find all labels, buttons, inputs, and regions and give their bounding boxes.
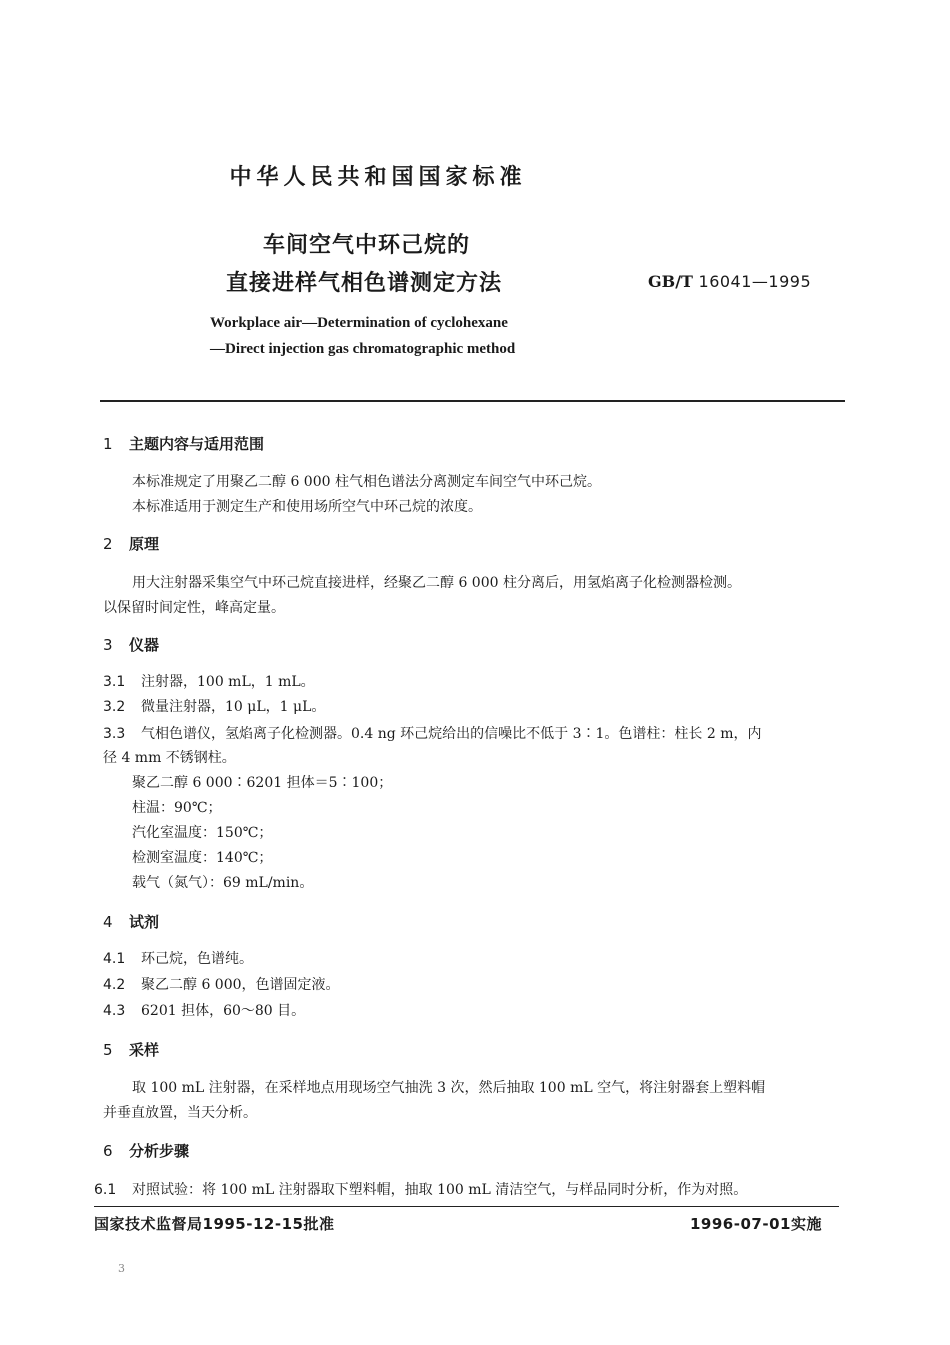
- country-standard-title: 中华人民共和国国家标准: [229, 165, 527, 190]
- section-4-heading: [103, 911, 159, 932]
- item-number: 4.2: [103, 977, 126, 993]
- item-text: 注射器，100 mL，1 mL。: [141, 674, 315, 690]
- page-mark: 3: [118, 1262, 125, 1275]
- item-4-3: [103, 1001, 305, 1021]
- item-3-3: [103, 724, 762, 744]
- item-number: 4.1: [103, 951, 126, 967]
- section-number: 1: [103, 435, 113, 453]
- header-divider: [100, 400, 845, 402]
- item-text: 对照试验：将 100 mL 注射器取下塑料帽，抽取 100 mL 清洁空气，与样品同时分析，作为对照。: [132, 1182, 748, 1198]
- item-number: 3.3: [103, 726, 126, 742]
- approval-line: 国家技术监督局1995-12-15批准: [94, 1215, 335, 1233]
- section-1-paragraph-2: 本标准适用于测定生产和使用场所空气中环己烷的浓度。: [132, 499, 482, 515]
- section-6-heading: [103, 1140, 189, 1161]
- item-4-1: [103, 949, 253, 969]
- section-number: 3: [103, 636, 113, 654]
- section-2-paragraph-line-1: 用大注射器采集空气中环己烷直接进样，经聚乙二醇 6 000 柱分离后，用氢焰离子化检测器检测。: [132, 575, 741, 591]
- section-title: 分析步骤: [129, 1142, 190, 1160]
- chinese-title-line-1: 车间空气中环己烷的: [263, 233, 471, 258]
- item-3-3-continued: 径 4 mm 不锈钢柱。: [103, 750, 236, 766]
- item-6-1: [94, 1180, 747, 1200]
- effective-date-line: 1996-07-01实施: [690, 1215, 822, 1233]
- item-text: 6201 担体，60～80 目。: [141, 1003, 306, 1019]
- carrier-gas: 载气（氮气）：69 mL/min。: [132, 875, 314, 891]
- section-2-paragraph-line-2: 以保留时间定性，峰高定量。: [103, 600, 285, 616]
- item-number: 4.3: [103, 1003, 126, 1019]
- section-number: 5: [103, 1041, 113, 1059]
- column-packing: 聚乙二醇 6 000∶6201 担体＝5∶100；: [132, 775, 393, 791]
- detector-temperature: 检测室温度：140℃；: [132, 850, 273, 866]
- item-text: 气相色谱仪，氢焰离子化检测器。0.4 ng 环己烷给出的信噪比不低于 3∶1。色谱柱：柱长 2 m，内: [141, 726, 762, 742]
- section-2-heading: [103, 533, 159, 554]
- standard-prefix: GB/T: [648, 272, 693, 291]
- column-temperature: 柱温：90℃；: [132, 800, 222, 816]
- footer-divider: [94, 1206, 839, 1207]
- english-title-line-2: —Direct injection gas chromatographic method: [210, 341, 516, 357]
- section-number: 4: [103, 913, 113, 931]
- section-title: 仪器: [129, 636, 160, 654]
- item-number: 3.2: [103, 699, 126, 715]
- item-text: 微量注射器，10 μL，1 μL。: [141, 699, 326, 715]
- item-3-1: [103, 672, 315, 692]
- item-number: 6.1: [94, 1182, 117, 1198]
- section-number: 2: [103, 535, 113, 553]
- section-number: 6: [103, 1142, 113, 1160]
- section-3-heading: [103, 634, 159, 655]
- standard-number: [648, 272, 811, 291]
- chinese-title-line-2: 直接进样气相色谱测定方法: [226, 271, 503, 296]
- section-title: 试剂: [129, 913, 160, 931]
- section-1-paragraph-1: 本标准规定了用聚乙二醇 6 000 柱气相色谱法分离测定车间空气中环己烷。: [132, 474, 601, 490]
- section-title: 采样: [129, 1041, 160, 1059]
- item-4-2: [103, 975, 340, 995]
- section-5-paragraph-line-1: 取 100 mL 注射器，在采样地点用现场空气抽洗 3 次，然后抽取 100 mL 空气，将注射器套上塑料帽: [132, 1080, 766, 1096]
- section-5-paragraph-line-2: 并垂直放置，当天分析。: [103, 1105, 257, 1121]
- section-title: 原理: [129, 535, 160, 553]
- vaporizer-temperature: 汽化室温度：150℃；: [132, 825, 273, 841]
- section-5-heading: [103, 1039, 159, 1060]
- english-title-line-1: Workplace air—Determination of cyclohexane: [210, 315, 508, 331]
- standard-code: 16041—1995: [698, 272, 812, 291]
- item-3-2: [103, 697, 325, 717]
- section-title: 主题内容与适用范围: [129, 435, 265, 453]
- section-1-heading: [103, 433, 264, 454]
- item-text: 聚乙二醇 6 000，色谱固定液。: [141, 977, 340, 993]
- item-number: 3.1: [103, 674, 126, 690]
- item-text: 环己烷，色谱纯。: [141, 951, 253, 967]
